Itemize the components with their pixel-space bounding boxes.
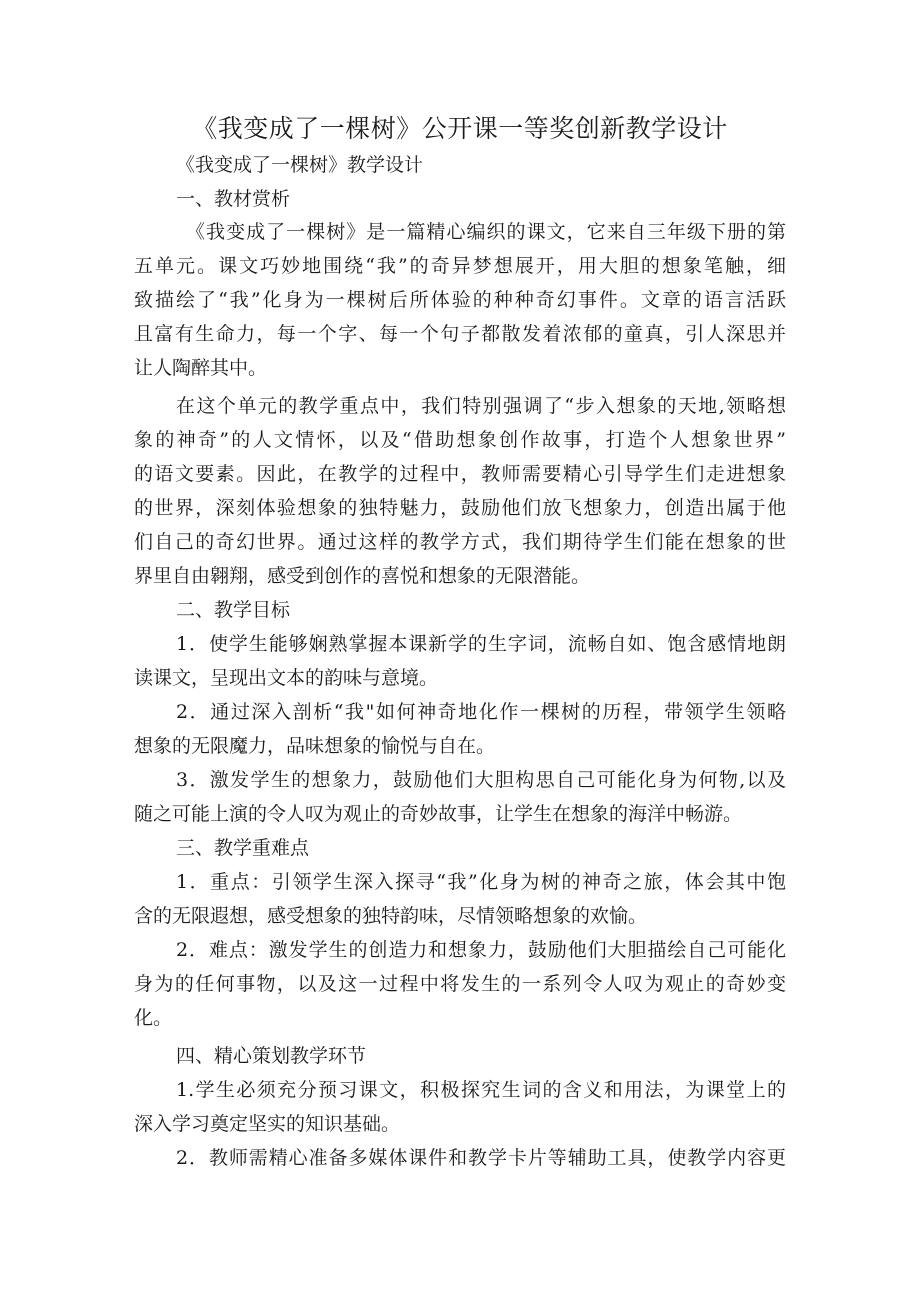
list-item-line: 3．激发学生的想象力，鼓励他们大胆构思自己可能化身为何物,以及 — [176, 769, 786, 791]
paragraph-line: 在这个单元的教学重点中，我们特别强调了“步入想象的天地,领略想 — [176, 395, 786, 417]
list-item-line: 1.学生必须充分预习课文，积极探究生词的含义和用法，为课堂上的 — [176, 1079, 786, 1101]
paragraph-line: 致描绘了“我”化身为一棵树后所体验的种种奇幻事件。文章的语言活跃 — [134, 289, 786, 311]
paragraph-line: 界里自由翱翔，感受到创作的喜悦和想象的无限潜能。 — [134, 565, 591, 587]
paragraph-line: 《我变成了一棵树》是一篇精心编织的课文，它来自三年级下册的第 — [186, 221, 786, 243]
paragraph-line: 且富有生命力，每一个字、每一个句子都散发着浓郁的童真，引人深思并 — [134, 323, 786, 345]
list-item-line: 1．重点：引领学生深入探寻“我”化身为树的神奇之旅，体会其中饱 — [176, 871, 786, 893]
section-heading-4: 四、精心策划教学环节 — [176, 1045, 367, 1067]
list-item-line: 身为的任何事物，以及这一过程中将发生的一系列令人叹为观止的奇妙变 — [134, 973, 786, 995]
section-heading-2: 二、教学目标 — [176, 599, 291, 621]
paragraph-line: 的世界，深刻体验想象的独特魅力，鼓励他们放飞想象力，创造出属于他 — [134, 497, 786, 519]
list-item-line: 2．难点：激发学生的创造力和想象力，鼓励他们大胆描绘自己可能化 — [176, 939, 786, 961]
list-item-line: 深入学习奠定坚实的知识基础。 — [134, 1113, 401, 1135]
paragraph-line: 象的神奇”的人文情怀，以及“借助想象创作故事，打造个人想象世界” — [134, 429, 786, 451]
document-subtitle: 《我变成了一棵树》教学设计 — [176, 154, 424, 176]
list-item-line: 读课文，呈现出文本的韵味与意境。 — [134, 667, 439, 689]
list-item-line: 含的无限遐想，感受想象的独特韵味，尽情领略想象的欢愉。 — [134, 905, 648, 927]
paragraph-line: 让人陶醉其中。 — [134, 357, 268, 379]
list-item-line: 2．教师需精心准备多媒体课件和教学卡片等辅助工具，使教学内容更 — [176, 1147, 786, 1169]
paragraph-line: 五单元。课文巧妙地围绕“我”的奇异梦想展开，用大胆的想象笔触，细 — [134, 255, 786, 277]
list-item-line: 想象的无限魔力，品味想象的愉悦与自在。 — [134, 735, 496, 757]
paragraph-line: 们自己的奇幻世界。通过这样的教学方式，我们期待学生们能在想象的世 — [134, 531, 786, 553]
section-heading-1: 一、教材赏析 — [176, 188, 291, 210]
document-title: 《我变成了一棵树》公开课一等奖创新教学设计 — [192, 114, 728, 143]
list-item-line: 化。 — [134, 1007, 173, 1029]
list-item-line: 1．使学生能够娴熟掌握本课新学的生字词，流畅自如、饱含感情地朗 — [176, 633, 786, 655]
list-item-line: 2．通过深入剖析“我"如何神奇地化作一棵树的历程，带领学生领略 — [176, 701, 786, 723]
section-heading-3: 三、教学重难点 — [176, 837, 310, 859]
list-item-line: 随之可能上演的令人叹为观止的奇妙故事，让学生在想象的海洋中畅游。 — [134, 803, 743, 825]
paragraph-line: 的语文要素。因此，在教学的过程中，教师需要精心引导学生们走进想象 — [134, 463, 786, 485]
